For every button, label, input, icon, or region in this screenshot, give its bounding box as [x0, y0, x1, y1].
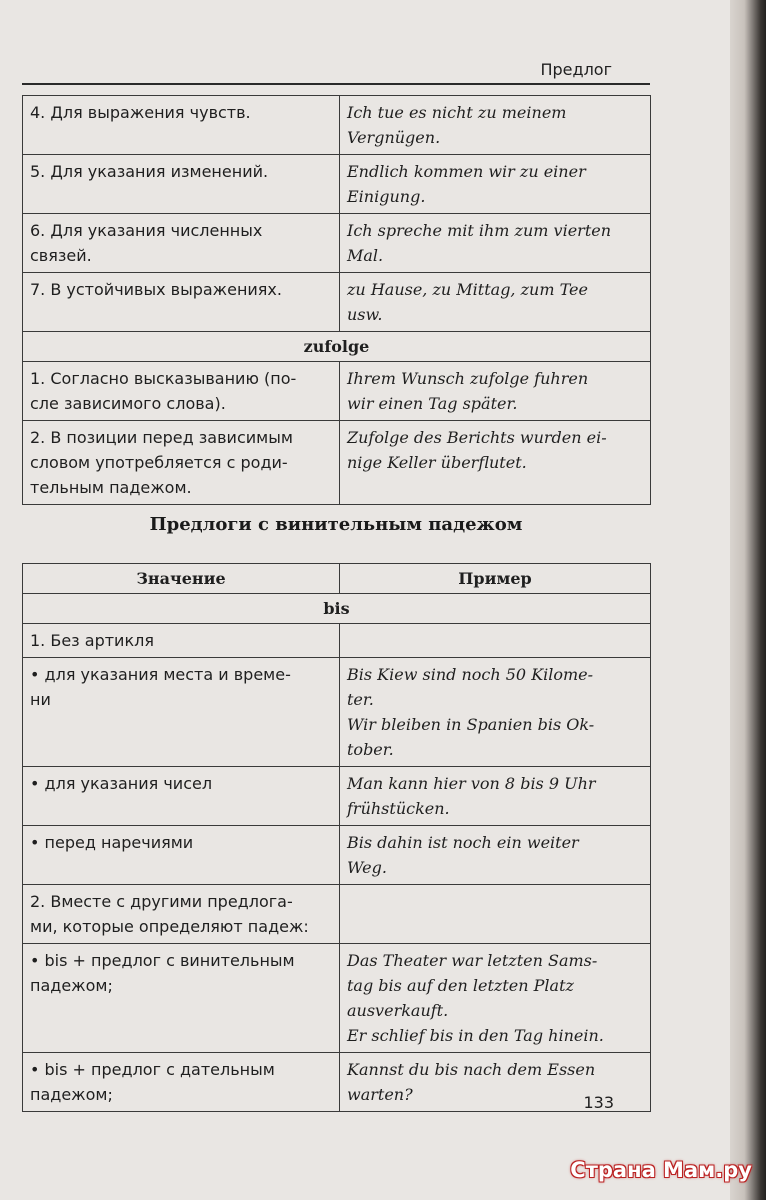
text-line: Kannst du bis nach dem Essen: [347, 1060, 596, 1079]
text-line: Ihrem Wunsch zufolge fuhren: [347, 369, 589, 388]
meaning-cell: [23, 885, 340, 944]
table-row: [23, 96, 651, 155]
section-row: [23, 594, 651, 624]
meaning-cell: [23, 155, 340, 214]
text-line: 1. Согласно высказыванию (по-: [30, 369, 297, 388]
text-line: тельным падежом.: [30, 478, 192, 497]
watermark: Страна Мам.ру: [570, 1158, 752, 1182]
meaning-cell: [23, 273, 340, 332]
text-line: 5. Для указания изменений.: [30, 162, 269, 181]
text-line: • для указания места и време-: [30, 665, 291, 684]
section-row: [23, 332, 651, 362]
text-line: Bis Kiew sind noch 50 Kilome-: [347, 665, 594, 684]
meaning-cell: [23, 624, 340, 658]
text-line: Endlich kommen wir zu einer: [347, 162, 586, 181]
text-line: сле зависимого слова).: [30, 394, 226, 413]
text-line: ter.: [347, 690, 374, 709]
meaning-cell: [23, 421, 340, 505]
text-line: Er schlief bis in den Tag hinein.: [347, 1026, 604, 1045]
example-cell: [340, 944, 651, 1053]
text-line: падежом;: [30, 1085, 113, 1104]
example-cell: [340, 96, 651, 155]
text-line: 4. Для выражения чувств.: [30, 103, 251, 122]
table-row: [23, 273, 651, 332]
running-head: Предлог: [540, 60, 612, 79]
example-cell: [340, 362, 651, 421]
text-line: Ich spreche mit ihm zum vierten: [347, 221, 612, 240]
text-line: Mal.: [347, 246, 384, 265]
text-line: Bis dahin ist noch ein weiter: [347, 833, 579, 852]
table-top: [22, 95, 651, 505]
meaning-cell: [23, 1053, 340, 1112]
preposition-heading: bis: [23, 594, 651, 624]
text-line: Zufolge des Berichts wurden ei-: [347, 428, 607, 447]
text-line: ми, которые определяют падеж:: [30, 917, 309, 936]
text-line: nige Keller überflutet.: [347, 453, 527, 472]
example-cell: [340, 826, 651, 885]
table-row: [23, 826, 651, 885]
example-cell: [340, 658, 651, 767]
table-row: [23, 421, 651, 505]
table-row: [23, 624, 651, 658]
table-bottom: [22, 563, 651, 1112]
text-line: падежом;: [30, 976, 113, 995]
example-cell: [340, 155, 651, 214]
meaning-cell: [23, 96, 340, 155]
page-number: 133: [583, 1093, 614, 1112]
text-line: ausverkauft.: [347, 1001, 449, 1020]
text-line: 2. В позиции перед зависимым: [30, 428, 293, 447]
text-line: • bis + предлог с винительным: [30, 951, 295, 970]
text-line: warten?: [347, 1085, 413, 1104]
text-line: tober.: [347, 740, 394, 759]
meaning-cell: [23, 826, 340, 885]
example-cell: [340, 421, 651, 505]
text-line: ни: [30, 690, 51, 709]
text-line: Vergnügen.: [347, 128, 441, 147]
text-line: • bis + предлог с дательным: [30, 1060, 275, 1079]
table-row: [23, 362, 651, 421]
text-line: • перед наречиями: [30, 833, 194, 852]
text-line: 1. Без артикля: [30, 631, 154, 650]
text-line: 7. В устойчивых выражениях.: [30, 280, 282, 299]
table-row: [23, 155, 651, 214]
meaning-cell: [23, 767, 340, 826]
column-header-example: Пример: [340, 564, 651, 594]
page-edge: [730, 0, 766, 1200]
table-row: [23, 944, 651, 1053]
header-rule: [22, 83, 650, 85]
meaning-cell: [23, 944, 340, 1053]
text-line: wir einen Tag später.: [347, 394, 518, 413]
text-line: 6. Для указания численных: [30, 221, 263, 240]
meaning-cell: [23, 658, 340, 767]
preposition-heading: zufolge: [23, 332, 651, 362]
section-title: Предлоги с винительным падежом: [149, 514, 523, 535]
example-cell: [340, 214, 651, 273]
text-line: Weg.: [347, 858, 387, 877]
meaning-cell: [23, 362, 340, 421]
table-row: [23, 658, 651, 767]
text-line: связей.: [30, 246, 92, 265]
example-cell: [340, 273, 651, 332]
text-line: zu Hause, zu Mittag, zum Tee: [347, 280, 588, 299]
table-row: [23, 767, 651, 826]
table-header-row: [23, 564, 651, 594]
text-line: frühstücken.: [347, 799, 450, 818]
example-cell: [340, 885, 651, 944]
meaning-cell: [23, 214, 340, 273]
text-line: usw.: [347, 305, 383, 324]
example-cell: [340, 624, 651, 658]
text-line: словом употребляется с роди-: [30, 453, 288, 472]
example-cell: [340, 767, 651, 826]
text-line: Das Theater war letzten Sams-: [347, 951, 598, 970]
text-line: tag bis auf den letzten Platz: [347, 976, 574, 995]
table-row: [23, 885, 651, 944]
column-header-meaning: Значение: [23, 564, 340, 594]
text-line: 2. Вместе с другими предлога-: [30, 892, 293, 911]
text-line: • для указания чисел: [30, 774, 213, 793]
text-line: Wir bleiben in Spanien bis Ok-: [347, 715, 595, 734]
table-row: [23, 1053, 651, 1112]
table-row: [23, 214, 651, 273]
text-line: Ich tue es nicht zu meinem: [347, 103, 567, 122]
text-line: Man kann hier von 8 bis 9 Uhr: [347, 774, 596, 793]
text-line: Einigung.: [347, 187, 426, 206]
